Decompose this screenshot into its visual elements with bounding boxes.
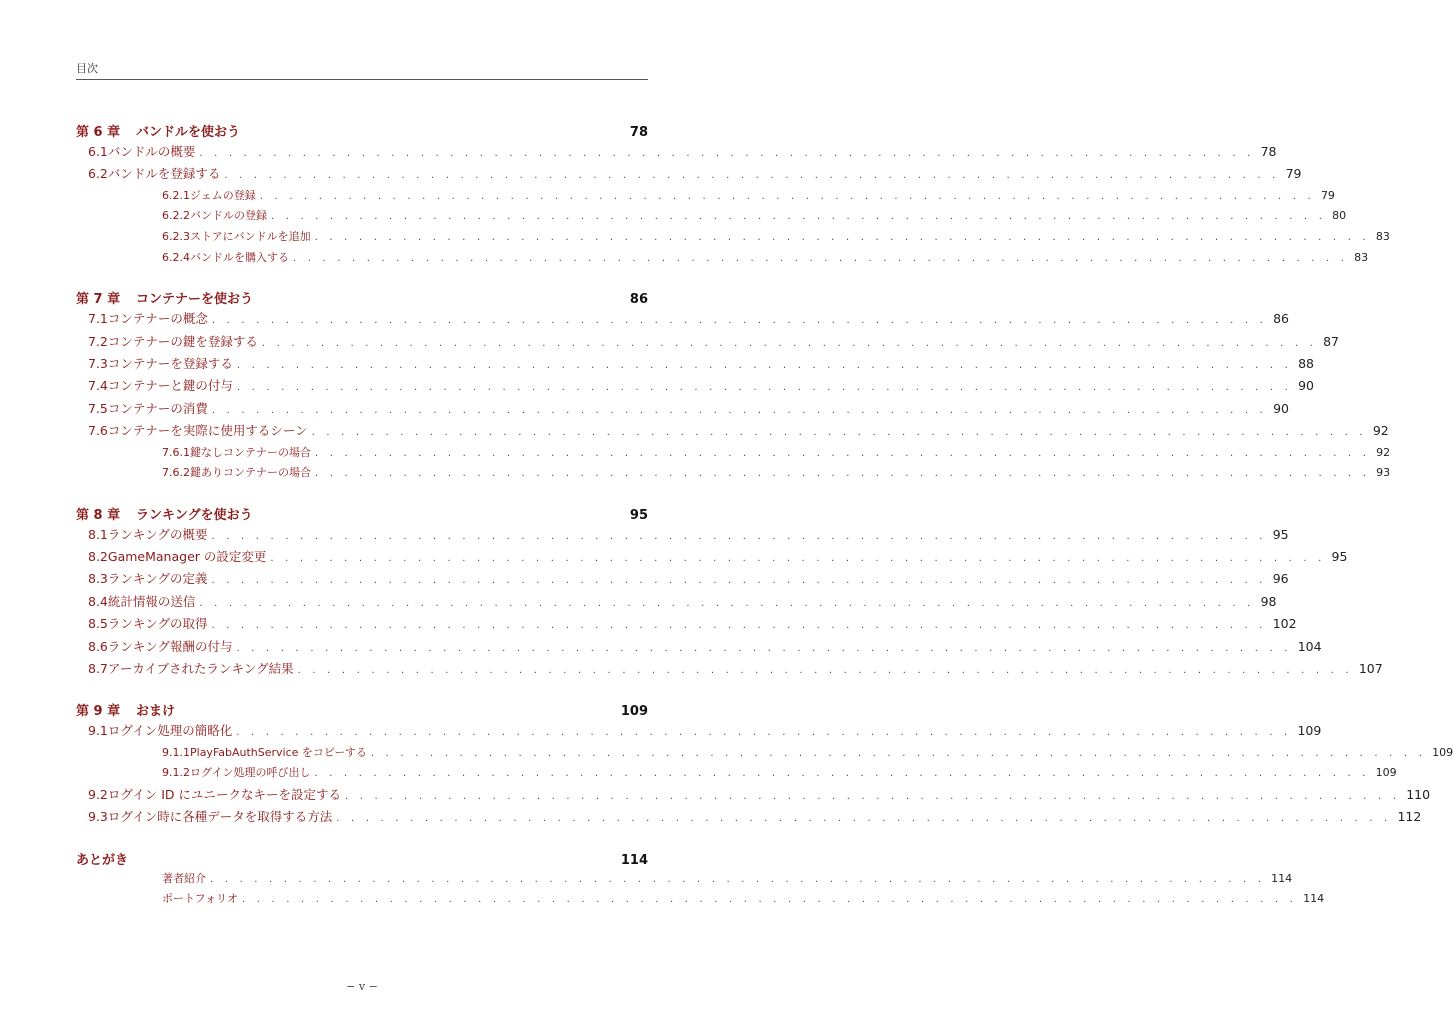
toc-section-entry[interactable] [76, 637, 1322, 659]
entry-page: 92 [1376, 445, 1391, 459]
entry-title: ストアにバンドルを追加 [190, 229, 311, 243]
toc-section-entry[interactable] [76, 659, 1383, 681]
entry-page: 80 [1332, 209, 1347, 223]
chapter-number: あとがき [76, 852, 129, 868]
chapter-spacer [76, 830, 648, 849]
entry-title: ポートフォリオ [162, 892, 239, 906]
entry-title: コンテナーを登録する [107, 355, 233, 371]
entry-number: 7.6.1 [162, 445, 190, 459]
toc-subsection-entry[interactable] [76, 464, 1391, 485]
dot-leader: . . . . . . . . . . . . . . . . . . . . . . . . . . . . . . . . . . . . . . . . . . . . . . . . . . . . . . . . . . . . . . . . . . . . . . . . [236, 359, 1293, 371]
entry-title: コンテナーと鍵の付与 [107, 378, 233, 394]
entry-number: 8.2 [88, 549, 108, 565]
entry-title: バンドルの登録 [190, 209, 267, 223]
toc-section-entry[interactable] [76, 354, 1314, 376]
entry-number: 7.1 [88, 311, 108, 327]
entry-number: 8.5 [88, 616, 108, 632]
dot-leader: . . . . . . . . . . . . . . . . . . . . . . . . . . . . . . . . . . . . . . . . . . . . . . . . . . . . . . . . . . . . . . . . . . . . . . . . [210, 873, 1266, 885]
toc-section-entry[interactable] [76, 721, 1322, 743]
page-number: − v − [346, 980, 378, 993]
dot-leader: . . . . . . . . . . . . . . . . . . . . . . . . . . . . . . . . . . . . . . . . . . . . . . . . . . . . . . . . . . . . . . . . . . . . . . . . [211, 620, 1267, 632]
dot-leader: . . . . . . . . . . . . . . . . . . . . . . . . . . . . . . . . . . . . . . . . . . . . . . . . . . . . . . . . . . . . . . . . . . . . . . . . [270, 553, 1326, 565]
chapter-title: コンテナーを使おう [136, 292, 254, 308]
chapter-block [76, 700, 1453, 829]
entry-number: 8.7 [88, 661, 108, 677]
entry-title: コンテナーの消費 [107, 400, 208, 416]
entry-page: 90 [1273, 400, 1289, 416]
entry-title: 鍵ありコンテナーの場合 [190, 466, 311, 480]
entry-number: 6.2.4 [162, 250, 190, 264]
dot-leader: . . . . . . . . . . . . . . . . . . . . . . . . . . . . . . . . . . . . . . . . . . . . . . . . . . . . . . . . . . . . . . . . . . . . . . . . [311, 427, 1367, 439]
chapter-block [76, 121, 1390, 269]
dot-leader: . . . . . . . . . . . . . . . . . . . . . . . . . . . . . . . . . . . . . . . . . . . . . . . . . . . . . . . . . . . . . . . . . . . . . . . . [199, 148, 1255, 159]
entry-page: 112 [1397, 809, 1422, 825]
entry-title: コンテナーの鍵を登録する [107, 333, 258, 349]
toc-section-entry[interactable] [76, 785, 1431, 807]
dot-leader: . . . . . . . . . . . . . . . . . . . . . . . . . . . . . . . . . . . . . . . . . . . . . . . . . . . . . . . . . . . . . . . . . . . . . . . . [224, 170, 1280, 182]
entry-page: 109 [1432, 745, 1453, 759]
entry-page: 107 [1358, 661, 1383, 677]
entry-title: 鍵なしコンテナーの場合 [190, 445, 311, 459]
entry-title: ログイン処理の呼び出し [190, 766, 311, 780]
entry-page: 88 [1298, 355, 1314, 371]
dot-leader: . . . . . . . . . . . . . . . . . . . . . . . . . . . . . . . . . . . . . . . . . . . . . . . . . . . . . . . . . . . . . . . . . . . . . . . . [293, 252, 1349, 264]
dot-leader: . . . . . . . . . . . . . . . . . . . . . . . . . . . . . . . . . . . . . . . . . . . . . . . . . . . . . . . . . . . . . . . . . . . . . . . . [314, 231, 1370, 243]
entry-title: ランキングの取得 [107, 616, 208, 632]
toc-section-entry[interactable] [76, 807, 1422, 829]
dot-leader: . . . . . . . . . . . . . . . . . . . . . . . . . . . . . . . . . . . . . . . . . . . . . . . . . . . . . . . . . . . . . . . . . . . . . . . . [314, 768, 1370, 780]
toc-subsection-entry[interactable] [76, 207, 1347, 228]
chapter-block [76, 288, 1391, 485]
entry-page: 98 [1260, 593, 1277, 609]
entry-number: 6.2.2 [162, 209, 190, 223]
toc-subsection-entry[interactable] [76, 764, 1397, 785]
entry-number: 7.3 [88, 355, 108, 371]
chapter-spacer [76, 485, 648, 504]
chapter-title: おまけ [136, 704, 176, 720]
table-of-contents [76, 121, 1453, 911]
entry-number: 6.2 [88, 166, 108, 182]
chapter-page: 114 [620, 852, 648, 868]
entry-number: 6.2.1 [162, 188, 190, 202]
entry-page: 87 [1323, 333, 1339, 349]
entry-title: ランキングの定義 [107, 571, 208, 587]
entry-page: 95 [1272, 526, 1289, 542]
dot-leader: . . . . . . . . . . . . . . . . . . . . . . . . . . . . . . . . . . . . . . . . . . . . . . . . . . . . . . . . . . . . . . . . . . . . . . . . [370, 747, 1427, 759]
entry-number: 8.1 [88, 526, 108, 542]
dot-leader: . . . . . . . . . . . . . . . . . . . . . . . . . . . . . . . . . . . . . . . . . . . . . . . . . . . . . . . . . . . . . . . . . . . . . . . . [211, 404, 1268, 416]
entry-title: ジェムの登録 [190, 188, 256, 202]
toc-section-entry[interactable] [76, 376, 1314, 398]
chapter-block [76, 504, 1383, 682]
chapter-page: 86 [629, 292, 648, 308]
entry-title: ログイン ID にユニークなキーを設定する [107, 787, 342, 802]
dot-leader: . . . . . . . . . . . . . . . . . . . . . . . . . . . . . . . . . . . . . . . . . . . . . . . . . . . . . . . . . . . . . . . . . . . . . . . . [242, 894, 1298, 906]
entry-page: 109 [1297, 723, 1322, 739]
dot-leader: . . . . . . . . . . . . . . . . . . . . . . . . . . . . . . . . . . . . . . . . . . . . . . . . . . . . . . . . . . . . . . . . . . . . . . . . [236, 642, 1292, 654]
chapter-heading[interactable] [76, 700, 648, 721]
dot-leader: . . . . . . . . . . . . . . . . . . . . . . . . . . . . . . . . . . . . . . . . . . . . . . . . . . . . . . . . . . . . . . . . . . . . . . . . [315, 468, 1371, 480]
entry-number: 6.1 [88, 144, 108, 159]
entry-title: ランキングの概要 [107, 526, 208, 542]
entry-title: ログイン処理の簡略化 [107, 723, 233, 739]
toc-subsection-entry[interactable] [76, 228, 1390, 249]
toc-subsection-entry[interactable] [76, 744, 1453, 765]
entry-page: 104 [1297, 638, 1322, 654]
chapter-number: 第 6 章 [76, 125, 121, 140]
chapter-number: 第 9 章 [76, 704, 121, 720]
entry-page: 102 [1272, 616, 1297, 632]
entry-title: ログイン時に各種データを取得する方法 [107, 809, 333, 825]
entry-number: 7.6 [88, 423, 108, 439]
chapter-heading[interactable] [76, 849, 648, 870]
dot-leader: . . . . . . . . . . . . . . . . . . . . . . . . . . . . . . . . . . . . . . . . . . . . . . . . . . . . . . . . . . . . . . . . . . . . . . . . [261, 337, 1318, 349]
chapter-heading[interactable] [76, 504, 648, 525]
entry-page: 83 [1354, 250, 1369, 264]
toc-section-entry[interactable] [76, 332, 1339, 354]
entry-page: 79 [1285, 166, 1302, 182]
entry-page: 90 [1298, 378, 1314, 394]
entry-page: 86 [1273, 311, 1289, 327]
entry-title: 著者紹介 [162, 871, 206, 885]
dot-leader: . . . . . . . . . . . . . . . . . . . . . . . . . . . . . . . . . . . . . . . . . . . . . . . . . . . . . . . . . . . . . . . . . . . . . . . . [297, 665, 1353, 677]
entry-number: 6.2.3 [162, 229, 190, 243]
toc-section-entry[interactable] [76, 399, 1289, 421]
toc-section-entry[interactable] [76, 164, 1302, 186]
entry-title: アーカイブされたランキング結果 [107, 661, 294, 677]
dot-leader: . . . . . . . . . . . . . . . . . . . . . . . . . . . . . . . . . . . . . . . . . . . . . . . . . . . . . . . . . . . . . . . . . . . . . . . . [236, 382, 1293, 394]
chapter-block [76, 849, 1325, 911]
dot-leader: . . . . . . . . . . . . . . . . . . . . . . . . . . . . . . . . . . . . . . . . . . . . . . . . . . . . . . . . . . . . . . . . . . . . . . . . [315, 447, 1371, 459]
dot-leader: . . . . . . . . . . . . . . . . . . . . . . . . . . . . . . . . . . . . . . . . . . . . . . . . . . . . . . . . . . . . . . . . . . . . . . . . [211, 530, 1267, 542]
entry-number: 8.4 [88, 593, 108, 609]
entry-number: 7.5 [88, 400, 108, 416]
entry-page: 92 [1372, 423, 1389, 439]
entry-title: バンドルの概要 [107, 144, 196, 159]
toc-subsection-entry[interactable] [76, 870, 1293, 891]
entry-page: 79 [1320, 188, 1335, 202]
entry-title: コンテナーの概念 [107, 311, 208, 327]
toc-section-entry[interactable] [76, 592, 1277, 614]
dot-leader: . . . . . . . . . . . . . . . . . . . . . . . . . . . . . . . . . . . . . . . . . . . . . . . . . . . . . . . . . . . . . . . . . . . . . . . . [211, 575, 1267, 587]
entry-number: 7.2 [88, 333, 108, 349]
entry-number: 9.1 [88, 723, 108, 739]
entry-title: コンテナーを実際に使用するシーン [107, 423, 308, 439]
dot-leader: . . . . . . . . . . . . . . . . . . . . . . . . . . . . . . . . . . . . . . . . . . . . . . . . . . . . . . . . . . . . . . . . . . . . . . . . [345, 791, 1401, 802]
chapter-heading[interactable] [76, 288, 648, 309]
entry-title: バンドルを購入する [190, 250, 289, 264]
toc-section-entry[interactable] [76, 547, 1348, 569]
entry-title: バンドルを登録する [107, 166, 221, 182]
dot-leader: . . . . . . . . . . . . . . . . . . . . . . . . . . . . . . . . . . . . . . . . . . . . . . . . . . . . . . . . . . . . . . . . . . . . . . . . [211, 315, 1268, 327]
chapter-heading[interactable] [76, 121, 648, 142]
entry-title: 統計情報の送信 [107, 593, 196, 609]
toc-section-entry[interactable] [76, 525, 1289, 547]
chapter-page: 95 [629, 507, 648, 523]
dot-leader: . . . . . . . . . . . . . . . . . . . . . . . . . . . . . . . . . . . . . . . . . . . . . . . . . . . . . . . . . . . . . . . . . . . . . . . . [271, 211, 1327, 223]
toc-subsection-entry[interactable] [76, 444, 1391, 465]
toc-subsection-entry[interactable] [76, 249, 1369, 270]
entry-page: 93 [1376, 466, 1391, 480]
entry-title: PlayFabAuthService をコピーする [190, 745, 367, 759]
entry-number: 9.1.2 [162, 766, 190, 780]
entry-page: 109 [1375, 766, 1397, 780]
entry-page: 83 [1375, 229, 1390, 243]
dot-leader: . . . . . . . . . . . . . . . . . . . . . . . . . . . . . . . . . . . . . . . . . . . . . . . . . . . . . . . . . . . . . . . . . . . . . . . . [336, 813, 1392, 825]
toc-subsection-entry[interactable] [76, 890, 1325, 911]
entry-page: 96 [1272, 571, 1289, 587]
entry-page: 114 [1303, 892, 1325, 906]
chapter-title: バンドルを使おう [136, 125, 241, 140]
entry-page: 114 [1271, 871, 1293, 885]
chapter-spacer [76, 269, 648, 288]
chapter-number: 第 7 章 [76, 292, 121, 308]
entry-number: 9.2 [88, 787, 108, 802]
dot-leader: . . . . . . . . . . . . . . . . . . . . . . . . . . . . . . . . . . . . . . . . . . . . . . . . . . . . . . . . . . . . . . . . . . . . . . . . [236, 727, 1292, 739]
chapter-spacer [76, 681, 648, 700]
chapter-title: ランキングを使おう [136, 507, 253, 523]
entry-number: 9.1.1 [162, 745, 190, 759]
entry-page: 110 [1406, 787, 1431, 802]
chapter-page: 78 [629, 125, 648, 140]
running-header: 目次 [76, 60, 648, 80]
entry-number: 7.6.2 [162, 466, 190, 480]
dot-leader: . . . . . . . . . . . . . . . . . . . . . . . . . . . . . . . . . . . . . . . . . . . . . . . . . . . . . . . . . . . . . . . . . . . . . . . . [199, 597, 1255, 609]
chapter-number: 第 8 章 [76, 507, 121, 523]
toc-section-entry[interactable] [76, 142, 1277, 164]
entry-number: 8.6 [88, 638, 108, 654]
toc-section-entry[interactable] [76, 569, 1289, 591]
chapter-page: 109 [620, 704, 648, 720]
entry-number: 8.3 [88, 571, 108, 587]
entry-title: GameManager の設定変更 [107, 549, 267, 565]
entry-number: 9.3 [88, 809, 108, 825]
toc-subsection-entry[interactable] [76, 187, 1335, 208]
toc-section-entry[interactable] [76, 614, 1297, 636]
entry-page: 78 [1260, 144, 1277, 159]
entry-page: 95 [1331, 549, 1348, 565]
entry-number: 7.4 [88, 378, 108, 394]
toc-section-entry[interactable] [76, 421, 1389, 443]
dot-leader: . . . . . . . . . . . . . . . . . . . . . . . . . . . . . . . . . . . . . . . . . . . . . . . . . . . . . . . . . . . . . . . . . . . . . . . . [259, 190, 1315, 202]
entry-title: ランキング報酬の付与 [107, 638, 233, 654]
toc-section-entry[interactable] [76, 309, 1289, 331]
